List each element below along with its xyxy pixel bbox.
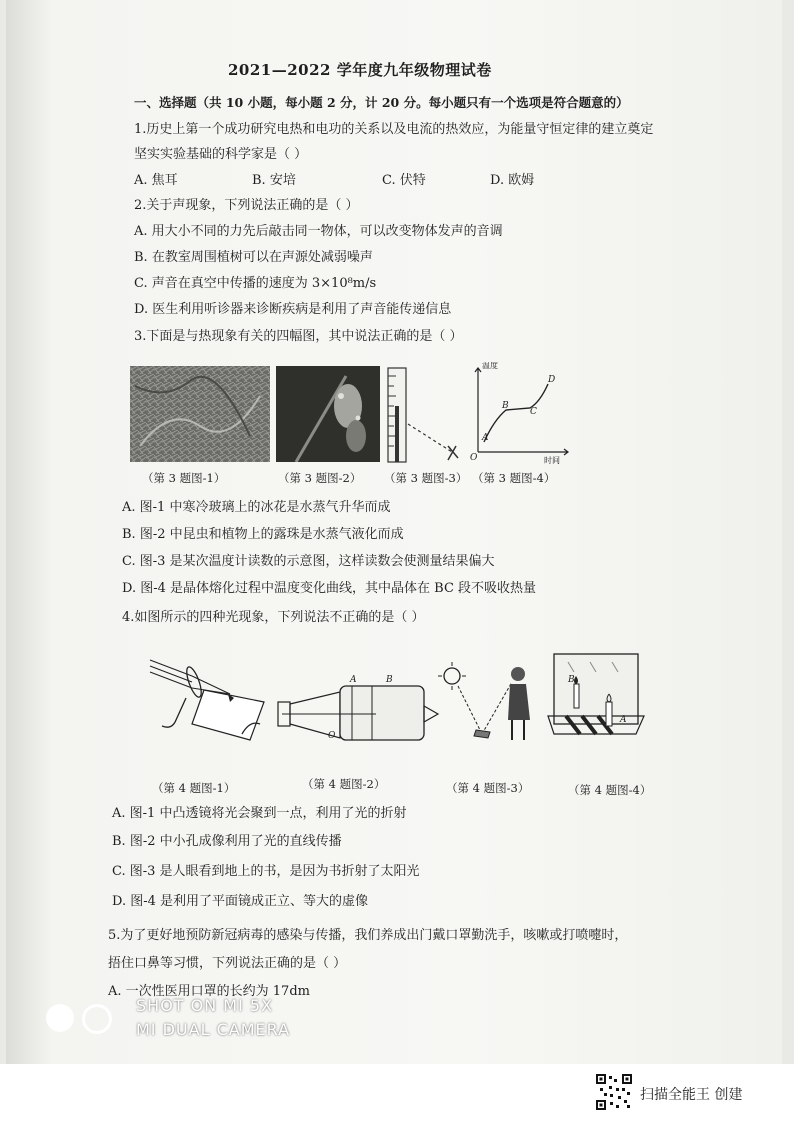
- q2-stem: 2.关于声现象，下列说法正确的是（ ）: [134, 198, 359, 213]
- q4-option-c: C. 图-3 是人眼看到地上的书，是因为书折射了太阳光: [112, 864, 420, 879]
- section-heading: 一、选择题（共 10 小题，每小题 2 分，计 20 分。每小题只有一个选项是符合题意的）: [134, 95, 629, 110]
- q4-option-d: D. 图-4 是利用了平面镜成正立、等大的虚像: [112, 894, 369, 909]
- q4-caption-2: （第 4 题图-2）: [302, 777, 386, 791]
- q1-option-d: D. 欧姆: [490, 173, 535, 188]
- q3-caption-3: （第 3 题图-3）: [384, 471, 468, 485]
- fig2-label-o: O: [328, 731, 336, 741]
- q3-figure-4-melting-graph: [468, 362, 572, 466]
- q5-stem-line2: 捂住口鼻等习惯，下列说法正确的是（ ）: [108, 956, 347, 971]
- q4-option-a: A. 图-1 中凸透镜将光会聚到一点，利用了光的折射: [112, 806, 407, 821]
- graph-x-label: 时间: [544, 456, 560, 465]
- q3-figure-2-dew-photo: [276, 366, 380, 462]
- graph-point-a: A: [482, 433, 489, 443]
- q3-caption-2: （第 3 题图-2）: [278, 471, 362, 485]
- q4-figure-1-convex-lens: [146, 650, 270, 742]
- q5-option-a: A. 一次性医用口罩的长约为 17dm: [108, 984, 310, 999]
- q3-option-b: B. 图-2 中昆虫和植物上的露珠是水蒸气液化而成: [122, 527, 404, 542]
- q2-option-c: C. 声音在真空中传播的速度为 3×10⁸m/s: [134, 276, 377, 291]
- q2-option-b: B. 在教室周围植树可以在声源处减弱噪声: [134, 250, 373, 265]
- q4-caption-1: （第 4 题图-1）: [152, 781, 236, 795]
- q1-option-b: B. 安培: [252, 173, 296, 188]
- q4-option-b: B. 图-2 中小孔成像利用了光的直线传播: [112, 834, 342, 849]
- exam-paper: [6, 0, 782, 1064]
- q5-stem-line1: 5.为了更好地预防新冠病毒的感染与传播，我们养成出门戴口罩勤洗手，咳嗽或打喷嚏时，: [108, 928, 628, 943]
- scanner-credit: 扫描全能王 创建: [640, 1087, 743, 1103]
- graph-point-b: B: [502, 401, 509, 411]
- graph-y-label: 温度: [482, 362, 498, 370]
- q3-option-a: A. 图-1 中寒冷玻璃上的冰花是水蒸气升华而成: [122, 500, 391, 515]
- q1-stem-line2: 坚实实验基础的科学家是（ ）: [134, 147, 308, 162]
- page-title: 2021—2022 学年度九年级物理试卷: [228, 61, 492, 79]
- q1-option-c: C. 伏特: [382, 173, 426, 188]
- watermark-line-2: MI DUAL CAMERA: [136, 1020, 291, 1039]
- fig4-label-b: B: [568, 675, 575, 685]
- q4-caption-4: （第 4 题图-4）: [568, 783, 652, 797]
- q3-figure-3-thermometer: [382, 366, 466, 466]
- q4-caption-3: （第 4 题图-3）: [446, 781, 530, 795]
- q3-option-c: C. 图-3 是某次温度计读数的示意图，这样读数会使测量结果偏大: [122, 554, 495, 569]
- q2-option-a: A. 用大小不同的力先后敲击同一物体，可以改变物体发声的音调: [134, 224, 503, 239]
- q1-stem-line1: 1.历史上第一个成功研究电热和电功的关系以及电流的热效应，为能量守恒定律的建立奠定: [134, 122, 654, 137]
- graph-origin-label: O: [470, 453, 478, 463]
- q4-stem: 4.如图所示的四种光现象，下列说法不正确的是（ ）: [122, 610, 425, 625]
- q1-option-a: A. 焦耳: [134, 173, 178, 188]
- qr-code-icon: [596, 1074, 632, 1110]
- watermark-dot-ring-icon: [82, 1004, 112, 1034]
- watermark-line-1: SHOT ON MI 5X: [136, 996, 274, 1015]
- fig2-label-b: B: [386, 675, 393, 685]
- fig2-label-a: A: [350, 675, 357, 685]
- q4-figure-2-pinhole-camera: [272, 668, 444, 748]
- graph-point-c: C: [530, 407, 537, 417]
- fig4-label-a: A: [620, 715, 627, 725]
- q3-caption-1: （第 3 题图-1）: [142, 471, 226, 485]
- q3-option-d: D. 图-4 是晶体熔化过程中温度变化曲线，其中晶体在 BC 段不吸收热量: [122, 581, 537, 596]
- q2-option-d: D. 医生利用听诊器来诊断疾病是利用了声音能传递信息: [134, 302, 452, 317]
- q3-caption-4: （第 3 题图-4）: [472, 471, 556, 485]
- q4-figure-4-plane-mirror: [544, 650, 648, 742]
- watermark-dot-filled-icon: [46, 1004, 74, 1032]
- q4-figure-3-sun-person-book: [438, 660, 542, 746]
- graph-point-d: D: [548, 375, 556, 385]
- q3-stem: 3.下面是与热现象有关的四幅图，其中说法正确的是（ ）: [134, 329, 463, 344]
- q3-figure-1-frost-photo: [130, 366, 270, 462]
